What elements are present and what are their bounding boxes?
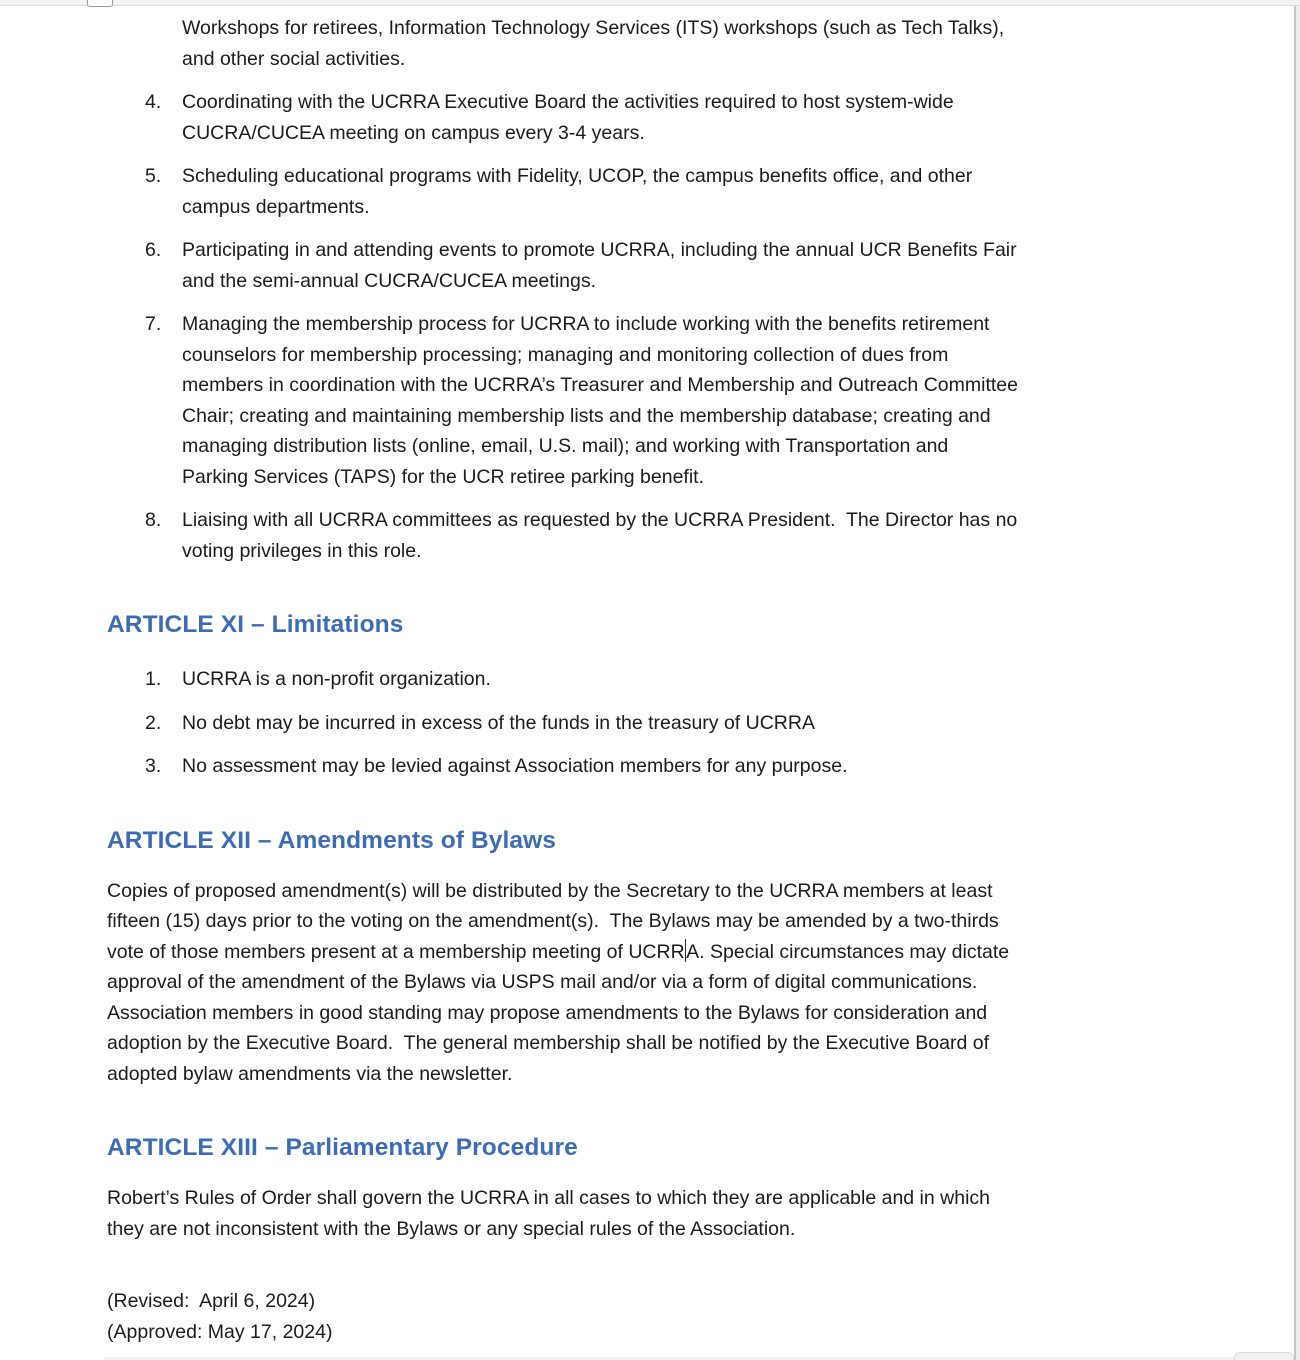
- paragraph-line[interactable]: [107, 937, 1200, 968]
- list-item-number: 5.: [145, 165, 162, 187]
- list-item-text[interactable]: [182, 309, 1200, 492]
- text-line[interactable]: No assessment may be levied against Association members for any purpose.: [182, 755, 848, 777]
- list-item-number: 7.: [145, 313, 162, 335]
- article-xi-heading[interactable]: ARTICLE XI – Limitations: [107, 611, 404, 638]
- right-gutter: [1296, 0, 1300, 1360]
- text-line[interactable]: Managing the membership process for UCRRA to include working with the benefits retirement: [182, 313, 990, 335]
- text-line[interactable]: members in coordination with the UCRRA’s Treasurer and Membership and Outreach Committee: [182, 374, 1018, 396]
- paragraph-line[interactable]: approval of the amendment of the Bylaws via USPS mail and/or via a form of digital communications.: [107, 971, 978, 993]
- list-item-number: 6.: [145, 239, 162, 261]
- text-line[interactable]: Coordinating with the UCRRA Executive Board the activities required to host system-wide: [182, 91, 954, 113]
- list-item[interactable]: [107, 708, 1200, 739]
- text-line[interactable]: and other social activities.: [182, 47, 406, 70]
- list-item[interactable]: [107, 161, 1200, 222]
- list-item-text[interactable]: [182, 505, 1200, 566]
- list-item-text[interactable]: [182, 161, 1200, 222]
- paragraph-line[interactable]: adopted bylaw amendments via the newsletter.: [107, 1062, 513, 1085]
- list-item-number: 8.: [145, 509, 162, 531]
- text-line[interactable]: counselors for membership processing; managing and monitoring collection of dues from: [182, 343, 949, 366]
- body-paragraph[interactable]: [107, 1183, 1200, 1244]
- list-item-number: 2.: [145, 711, 162, 734]
- text-before-cursor[interactable]: vote of those members present at a membership meeting of UCRR: [107, 940, 685, 963]
- list-item[interactable]: [107, 751, 1200, 782]
- list-item-text[interactable]: [182, 235, 1200, 296]
- list-item-continuation[interactable]: [182, 13, 1200, 74]
- list-item-number: 3.: [145, 755, 162, 777]
- list-item-number: 1.: [145, 668, 162, 690]
- text-line[interactable]: campus departments.: [182, 195, 370, 218]
- body-paragraph[interactable]: [107, 876, 1200, 1090]
- article-xii-heading[interactable]: ARTICLE XII – Amendments of Bylaws: [107, 826, 557, 854]
- list-item-text[interactable]: [182, 708, 1200, 739]
- list-item[interactable]: [107, 87, 1200, 148]
- paragraph-line[interactable]: Copies of proposed amendment(s) will be distributed by the Secretary to the UCRRA members at least: [107, 879, 993, 902]
- text-line[interactable]: Parking Services (TAPS) for the UCR retiree parking benefit.: [182, 465, 705, 488]
- list-item[interactable]: [107, 505, 1200, 566]
- cutoff-toolbar-button[interactable]: [87, 0, 113, 7]
- list-item-number: 4.: [145, 91, 162, 113]
- article-xiii-heading[interactable]: ARTICLE XIII – Parliamentary Procedure: [107, 1134, 578, 1161]
- text-line[interactable]: Participating in and attending events to promote UCRRA, including the annual UCR Benefits Fair: [182, 239, 1017, 261]
- list-item[interactable]: [107, 309, 1200, 492]
- text-line[interactable]: CUCRA/CUCEA meeting on campus every 3-4 years.: [182, 121, 645, 144]
- text-line[interactable]: voting privileges in this role.: [182, 539, 422, 562]
- text-line[interactable]: No debt may be incurred in excess of the funds in the treasury of UCRRA: [182, 711, 815, 734]
- paragraph-line[interactable]: adoption by the Executive Board. The general membership shall be notified by the Executive Board of: [107, 1032, 990, 1054]
- top-chrome-strip: [0, 0, 1300, 6]
- text-after-cursor[interactable]: A. Special circumstances may dictate: [686, 940, 1010, 963]
- revision-footer[interactable]: [107, 1286, 1200, 1347]
- paragraph-line[interactable]: they are not inconsistent with the Bylaws or any special rules of the Association.: [107, 1217, 796, 1240]
- text-line[interactable]: Liaising with all UCRRA committees as requested by the UCRRA President. The Director has no: [182, 509, 1018, 531]
- page-right-border: [1294, 6, 1296, 1360]
- text-line[interactable]: and the semi-annual CUCRA/CUCEA meetings.: [182, 269, 597, 292]
- paragraph-line[interactable]: Robert’s Rules of Order shall govern the UCRRA in all cases to which they are applicable and in which: [107, 1187, 991, 1209]
- list-item[interactable]: [107, 235, 1200, 296]
- list-item-text[interactable]: [182, 87, 1200, 148]
- paragraph-line[interactable]: Association members in good standing may propose amendments to the Bylaws for consideration and: [107, 1001, 988, 1024]
- list-item-text[interactable]: [182, 664, 1200, 695]
- footer-approved-line[interactable]: (Approved: May 17, 2024): [107, 1320, 333, 1343]
- list-item-text[interactable]: [182, 751, 1200, 782]
- text-line[interactable]: Chair; creating and maintaining membership lists and the membership database; creating and: [182, 404, 991, 427]
- cutoff-bottom-right-panel[interactable]: [1234, 1352, 1294, 1360]
- paragraph-line[interactable]: fifteen (15) days prior to the voting on the amendment(s). The Bylaws may be amended by a two-thirds: [107, 910, 999, 932]
- text-line[interactable]: Workshops for retirees, Information Technology Services (ITS) workshops (such as Tech Talks),: [182, 17, 1005, 39]
- text-line[interactable]: Scheduling educational programs with Fidelity, UCOP, the campus benefits office, and other: [182, 165, 973, 187]
- list-item[interactable]: [107, 664, 1200, 695]
- text-line[interactable]: UCRRA is a non-profit organization.: [182, 668, 491, 690]
- text-line[interactable]: managing distribution lists (online, email, U.S. mail); and working with Transportation and: [182, 435, 949, 457]
- footer-revised-line[interactable]: (Revised: April 6, 2024): [107, 1290, 316, 1312]
